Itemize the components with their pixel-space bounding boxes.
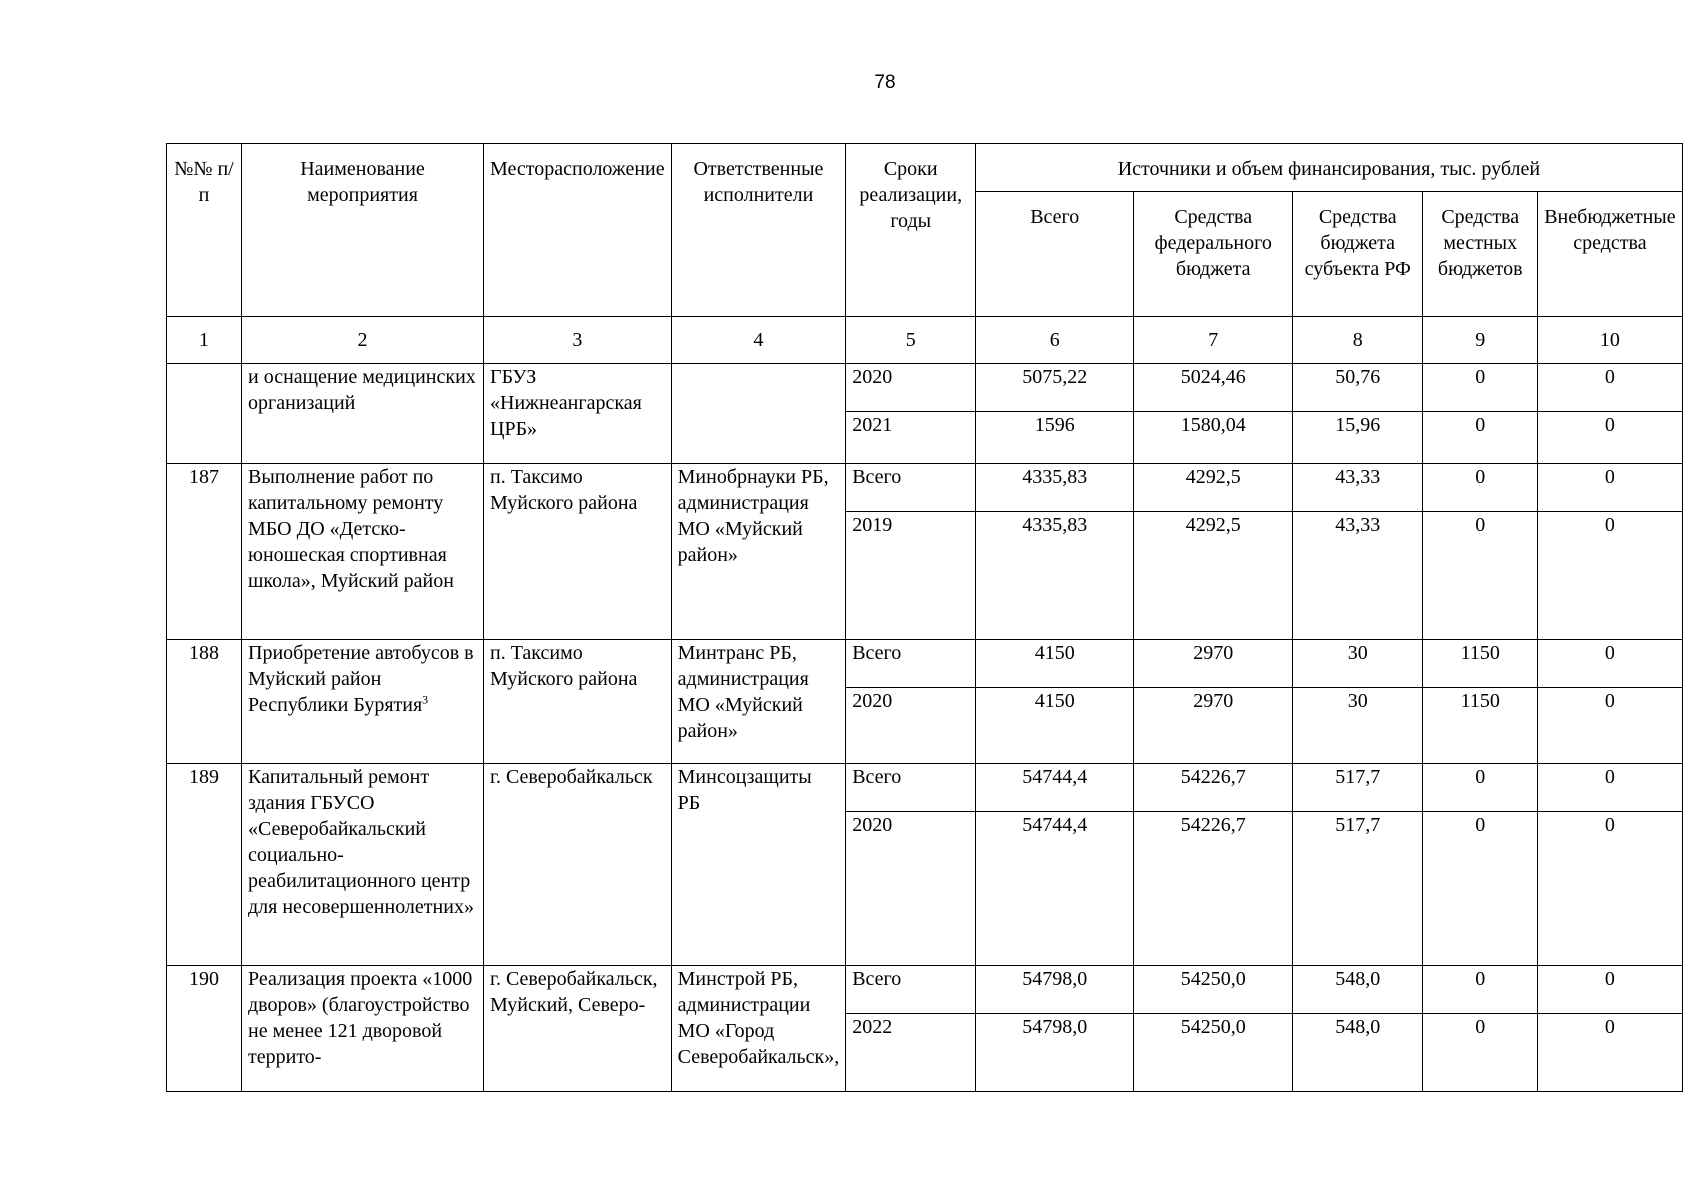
cell-extra: 0 bbox=[1538, 512, 1682, 640]
cell-federal: 54226,7 bbox=[1134, 764, 1293, 812]
cell-total: 4150 bbox=[976, 688, 1134, 764]
cell-federal: 1580,04 bbox=[1134, 412, 1293, 464]
row-responsible: Минсоцзащиты РБ bbox=[671, 764, 846, 966]
header-extra: Внебюджетные средства bbox=[1538, 192, 1682, 317]
column-number: 7 bbox=[1134, 317, 1293, 364]
cell-local: 0 bbox=[1423, 512, 1538, 640]
table-row bbox=[167, 364, 1683, 412]
column-number: 5 bbox=[846, 317, 976, 364]
cell-extra: 0 bbox=[1538, 688, 1682, 764]
cell-local: 0 bbox=[1423, 1014, 1538, 1092]
header-financing: Источники и объем финансирования, тыс. рублей bbox=[976, 144, 1682, 192]
cell-federal: 2970 bbox=[1134, 640, 1293, 688]
header-num: №№ п/п bbox=[167, 144, 242, 317]
header-name: Наименование мероприятия bbox=[242, 144, 484, 317]
column-number-row bbox=[167, 317, 1683, 364]
cell-subject: 30 bbox=[1293, 640, 1423, 688]
cell-total: 54744,4 bbox=[976, 812, 1134, 966]
row-year: 2020 bbox=[846, 812, 976, 966]
cell-extra: 0 bbox=[1538, 1014, 1682, 1092]
cell-local: 0 bbox=[1423, 966, 1538, 1014]
row-year: Всего bbox=[846, 464, 976, 512]
cell-local: 0 bbox=[1423, 464, 1538, 512]
column-number: 4 bbox=[671, 317, 846, 364]
row-responsible: Минобрнауки РБ, администрация МО «Муйский район» bbox=[671, 464, 846, 640]
cell-federal: 54250,0 bbox=[1134, 1014, 1293, 1092]
cell-subject: 517,7 bbox=[1293, 812, 1423, 966]
cell-subject: 517,7 bbox=[1293, 764, 1423, 812]
cell-federal: 54250,0 bbox=[1134, 966, 1293, 1014]
column-number: 2 bbox=[242, 317, 484, 364]
header-responsible: Ответственные исполнители bbox=[671, 144, 846, 317]
column-number: 8 bbox=[1293, 317, 1423, 364]
cell-total: 5075,22 bbox=[976, 364, 1134, 412]
cell-subject: 43,33 bbox=[1293, 464, 1423, 512]
financing-table bbox=[166, 143, 1683, 1092]
cell-federal: 4292,5 bbox=[1134, 512, 1293, 640]
row-year: Всего bbox=[846, 764, 976, 812]
cell-total: 54798,0 bbox=[976, 1014, 1134, 1092]
cell-local: 0 bbox=[1423, 812, 1538, 966]
cell-extra: 0 bbox=[1538, 412, 1682, 464]
row-name: и оснащение медицинских организаций bbox=[242, 364, 484, 464]
cell-federal: 5024,46 bbox=[1134, 364, 1293, 412]
cell-total: 4335,83 bbox=[976, 464, 1134, 512]
cell-subject: 50,76 bbox=[1293, 364, 1423, 412]
cell-local: 0 bbox=[1423, 764, 1538, 812]
row-responsible: Минстрой РБ, администрации МО «Город Северобайкальск», bbox=[671, 966, 846, 1092]
row-name: Приобретение автобусов в Муйский район Республики Бурятия$^3$ bbox=[242, 640, 484, 764]
row-name: Реализация проекта «1000 дворов» (благоустройство не менее 121 дворовой террито- bbox=[242, 966, 484, 1092]
column-number: 6 bbox=[976, 317, 1134, 364]
row-year: 2019 bbox=[846, 512, 976, 640]
header-total: Всего bbox=[976, 192, 1134, 317]
table-row bbox=[167, 966, 1683, 1014]
cell-total: 54744,4 bbox=[976, 764, 1134, 812]
cell-local: 0 bbox=[1423, 412, 1538, 464]
row-num: 187 bbox=[167, 464, 242, 640]
cell-total: 4335,83 bbox=[976, 512, 1134, 640]
cell-subject: 43,33 bbox=[1293, 512, 1423, 640]
cell-local: 1150 bbox=[1423, 688, 1538, 764]
cell-total: 54798,0 bbox=[976, 966, 1134, 1014]
row-year: 2020 bbox=[846, 688, 976, 764]
header-location: Месторасположение bbox=[484, 144, 672, 317]
row-year: Всего bbox=[846, 966, 976, 1014]
row-num: 188 bbox=[167, 640, 242, 764]
header-years: Сроки реализации, годы bbox=[846, 144, 976, 317]
header-local: Средства местных бюджетов bbox=[1423, 192, 1538, 317]
cell-extra: 0 bbox=[1538, 464, 1682, 512]
row-location: п. Таксимо Муйского района bbox=[484, 464, 672, 640]
row-responsible: Минтранс РБ, администрация МО «Муйский район» bbox=[671, 640, 846, 764]
page-number: 78 bbox=[874, 72, 896, 93]
row-name: Капитальный ремонт здания ГБУСО «Северобайкальский социально-реабилитационного центр для несовершеннолетних» bbox=[242, 764, 484, 966]
cell-extra: 0 bbox=[1538, 966, 1682, 1014]
column-number: 1 bbox=[167, 317, 242, 364]
header-federal: Средства федерального бюджета bbox=[1134, 192, 1293, 317]
row-num: 190 bbox=[167, 966, 242, 1092]
cell-subject: 15,96 bbox=[1293, 412, 1423, 464]
cell-extra: 0 bbox=[1538, 640, 1682, 688]
row-year: 2022 bbox=[846, 1014, 976, 1092]
cell-total: 1596 bbox=[976, 412, 1134, 464]
row-num bbox=[167, 364, 242, 464]
cell-local: 1150 bbox=[1423, 640, 1538, 688]
row-name: Выполнение работ по капитальному ремонту МБО ДО «Детско-юношеская спортивная школа», Муйский район bbox=[242, 464, 484, 640]
cell-local: 0 bbox=[1423, 364, 1538, 412]
row-location: п. Таксимо Муйского района bbox=[484, 640, 672, 764]
row-year: 2021 bbox=[846, 412, 976, 464]
row-year: 2020 bbox=[846, 364, 976, 412]
row-location: г. Северобайкальск, Муйский, Северо- bbox=[484, 966, 672, 1092]
table-row bbox=[167, 464, 1683, 512]
cell-extra: 0 bbox=[1538, 364, 1682, 412]
row-year: Всего bbox=[846, 640, 976, 688]
row-location: ГБУЗ «Нижнеангарская ЦРБ» bbox=[484, 364, 672, 464]
cell-extra: 0 bbox=[1538, 812, 1682, 966]
cell-subject: 30 bbox=[1293, 688, 1423, 764]
column-number: 9 bbox=[1423, 317, 1538, 364]
cell-subject: 548,0 bbox=[1293, 1014, 1423, 1092]
row-location: г. Северобайкальск bbox=[484, 764, 672, 966]
cell-extra: 0 bbox=[1538, 764, 1682, 812]
cell-federal: 2970 bbox=[1134, 688, 1293, 764]
row-num: 189 bbox=[167, 764, 242, 966]
table-row bbox=[167, 764, 1683, 812]
cell-federal: 4292,5 bbox=[1134, 464, 1293, 512]
row-responsible bbox=[671, 364, 846, 464]
header-subject: Средства бюджета субъекта РФ bbox=[1293, 192, 1423, 317]
table-row bbox=[167, 640, 1683, 688]
cell-subject: 548,0 bbox=[1293, 966, 1423, 1014]
cell-federal: 54226,7 bbox=[1134, 812, 1293, 966]
column-number: 10 bbox=[1538, 317, 1682, 364]
cell-total: 4150 bbox=[976, 640, 1134, 688]
column-number: 3 bbox=[484, 317, 672, 364]
